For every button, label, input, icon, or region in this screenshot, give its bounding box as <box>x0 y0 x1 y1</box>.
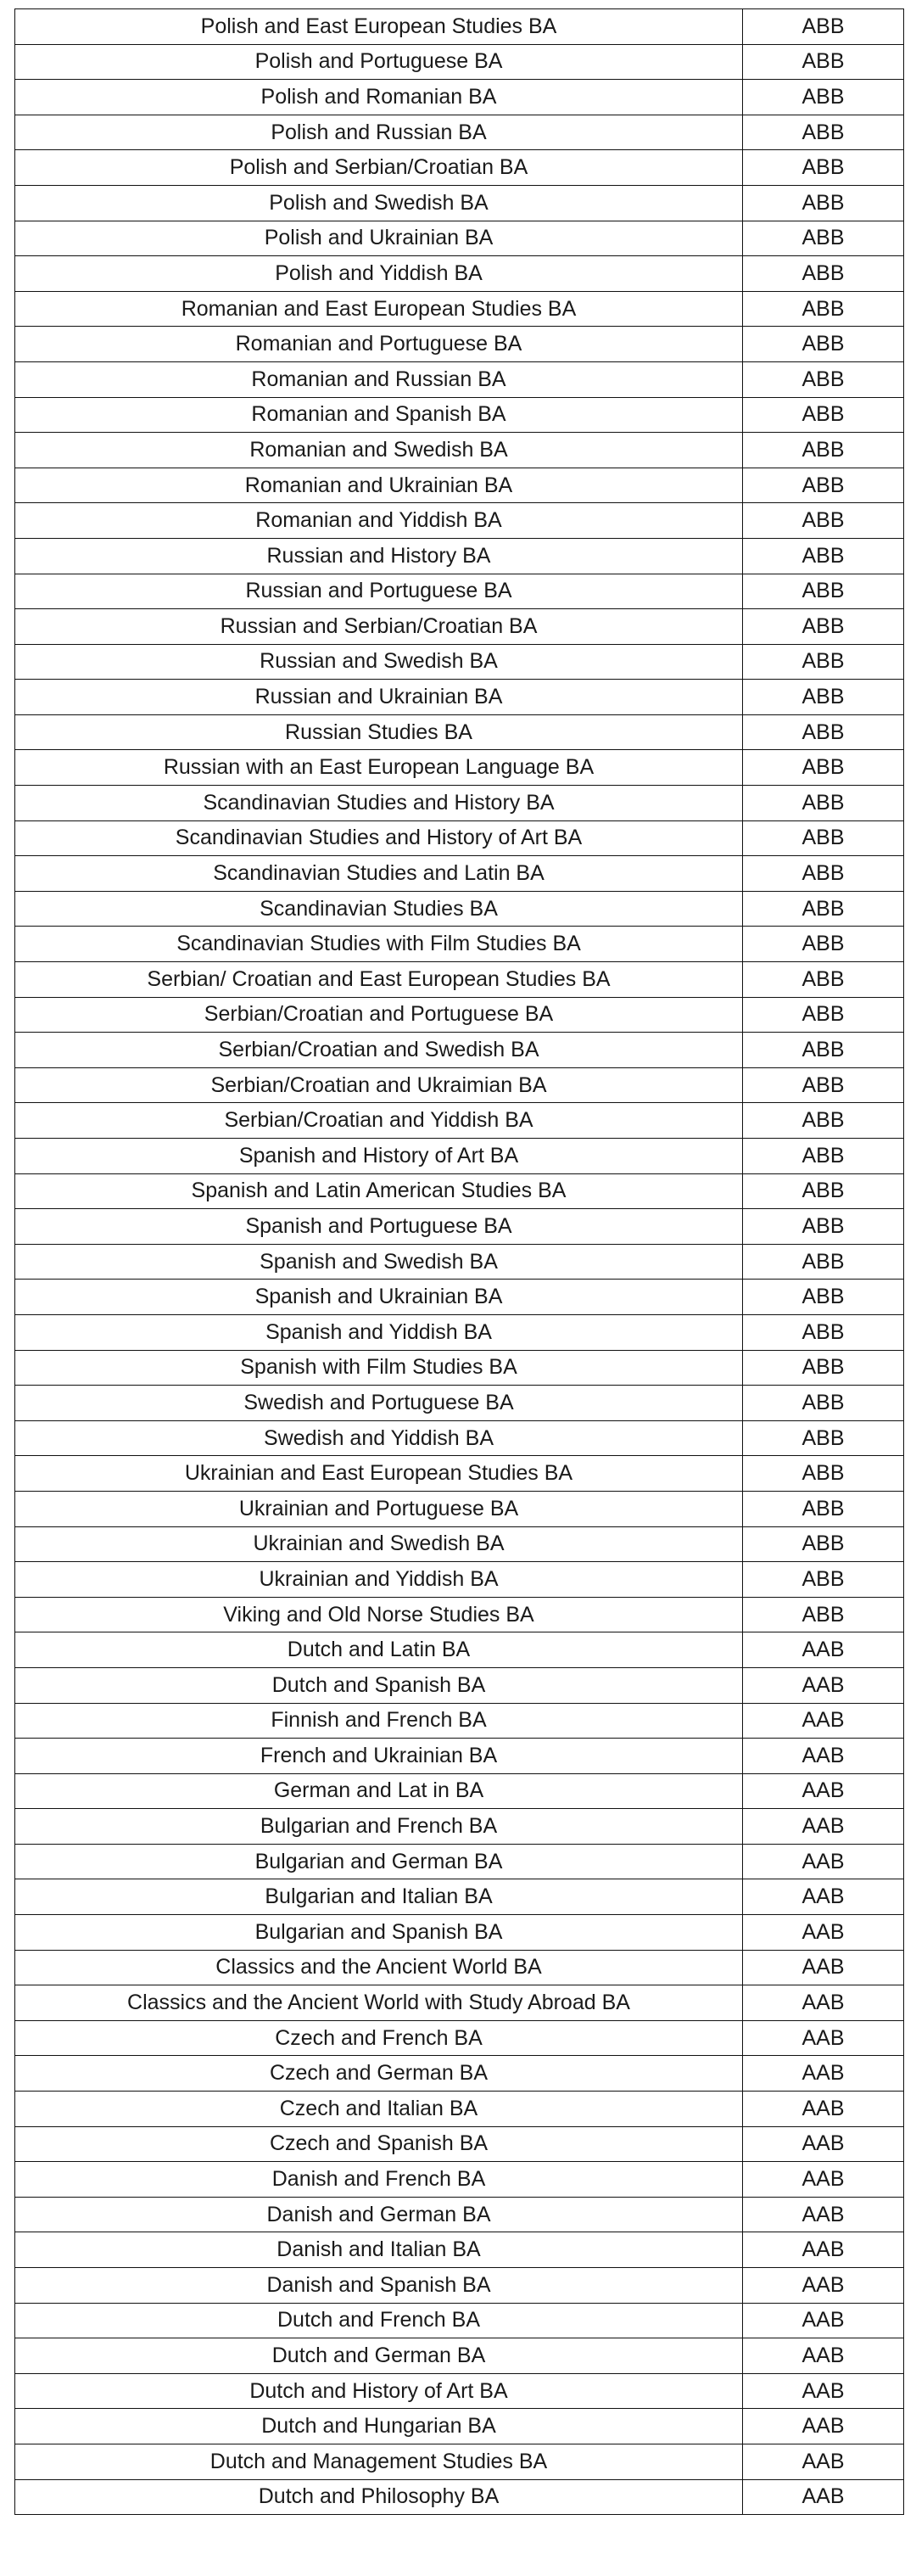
grade-requirement-cell: ABB <box>743 433 904 468</box>
table-row <box>15 1632 904 1668</box>
course-name-cell: Dutch and Spanish BA <box>15 1667 743 1703</box>
course-name-cell: Ukrainian and East European Studies BA <box>15 1456 743 1492</box>
table-row <box>15 2197 904 2232</box>
table-row <box>15 115 904 150</box>
table-row <box>15 256 904 292</box>
course-name-cell: Polish and Serbian/Croatian BA <box>15 150 743 186</box>
grade-requirement-cell: AAB <box>743 2338 904 2374</box>
course-name-cell: Classics and the Ancient World with Study Abroad BA <box>15 1985 743 2021</box>
course-name-cell: Scandinavian Studies and History of Art BA <box>15 820 743 856</box>
table-row <box>15 2409 904 2444</box>
course-name-cell: Serbian/Croatian and Ukraimian BA <box>15 1067 743 1103</box>
table-row <box>15 1139 904 1174</box>
grade-requirement-cell: ABB <box>743 644 904 680</box>
table-row <box>15 1244 904 1280</box>
course-name-cell: Russian Studies BA <box>15 714 743 750</box>
course-name-cell: Spanish and Portuguese BA <box>15 1209 743 1245</box>
grade-requirement-cell: ABB <box>743 327 904 362</box>
grade-requirement-cell: AAB <box>743 1667 904 1703</box>
table-row <box>15 1350 904 1386</box>
course-name-cell: Ukrainian and Yiddish BA <box>15 1562 743 1598</box>
table-row <box>15 680 904 715</box>
table-row <box>15 786 904 821</box>
course-name-cell: Danish and German BA <box>15 2197 743 2232</box>
grade-requirement-cell: AAB <box>743 1985 904 2021</box>
course-name-cell: Romanian and Russian BA <box>15 361 743 397</box>
grade-requirement-cell: AAB <box>743 2303 904 2338</box>
table-row <box>15 291 904 327</box>
table-row <box>15 2232 904 2268</box>
grade-requirement-cell: AAB <box>743 2020 904 2056</box>
table-row <box>15 644 904 680</box>
grade-requirement-cell: AAB <box>743 2126 904 2162</box>
table-row <box>15 538 904 574</box>
course-name-cell: Ukrainian and Portuguese BA <box>15 1491 743 1526</box>
table-row <box>15 2373 904 2409</box>
table-row <box>15 750 904 786</box>
course-name-cell: Polish and Swedish BA <box>15 185 743 221</box>
grade-requirement-cell: ABB <box>743 361 904 397</box>
course-name-cell: Serbian/Croatian and Yiddish BA <box>15 1103 743 1139</box>
course-name-cell: Bulgarian and Italian BA <box>15 1879 743 1915</box>
grade-requirement-cell: AAB <box>743 1773 904 1809</box>
grade-requirement-cell: ABB <box>743 786 904 821</box>
table-row <box>15 1703 904 1739</box>
course-name-cell: Romanian and Spanish BA <box>15 397 743 433</box>
course-name-cell: Danish and French BA <box>15 2162 743 2198</box>
course-name-cell: Spanish and Ukrainian BA <box>15 1280 743 1315</box>
grade-requirement-cell: ABB <box>743 1350 904 1386</box>
grade-requirement-cell: ABB <box>743 221 904 256</box>
grade-requirement-cell: ABB <box>743 680 904 715</box>
grade-requirement-cell: ABB <box>743 820 904 856</box>
table-row <box>15 927 904 962</box>
grade-requirement-cell: ABB <box>743 1173 904 1209</box>
grade-requirement-cell: ABB <box>743 115 904 150</box>
course-name-cell: Swedish and Portuguese BA <box>15 1386 743 1421</box>
grade-requirement-cell: ABB <box>743 1033 904 1068</box>
grade-requirement-cell: ABB <box>743 962 904 998</box>
grade-requirement-cell: AAB <box>743 2056 904 2092</box>
course-name-cell: Polish and Portuguese BA <box>15 44 743 80</box>
course-name-cell: Romanian and East European Studies BA <box>15 291 743 327</box>
course-name-cell: Danish and Spanish BA <box>15 2268 743 2304</box>
course-name-cell: Serbian/Croatian and Portuguese BA <box>15 997 743 1033</box>
course-name-cell: Dutch and Management Studies BA <box>15 2444 743 2479</box>
table-row <box>15 1950 904 1985</box>
course-name-cell: Serbian/Croatian and Swedish BA <box>15 1033 743 1068</box>
grade-requirement-cell: AAB <box>743 2268 904 2304</box>
course-name-cell: Spanish and Swedish BA <box>15 1244 743 1280</box>
table-row <box>15 714 904 750</box>
table-row <box>15 574 904 609</box>
grade-requirement-cell: AAB <box>743 2232 904 2268</box>
table-row <box>15 185 904 221</box>
grade-requirement-cell: ABB <box>743 714 904 750</box>
table-row <box>15 2479 904 2515</box>
table-row <box>15 1103 904 1139</box>
course-name-cell: Scandinavian Studies and Latin BA <box>15 856 743 892</box>
grade-requirement-cell: AAB <box>743 1950 904 1985</box>
grade-requirement-cell: AAB <box>743 2092 904 2127</box>
table-row <box>15 503 904 539</box>
course-name-cell: Russian and Swedish BA <box>15 644 743 680</box>
course-name-cell: Russian and Serbian/Croatian BA <box>15 609 743 645</box>
table-row <box>15 150 904 186</box>
table-row <box>15 1739 904 1774</box>
table-row <box>15 1386 904 1421</box>
table-row <box>15 1491 904 1526</box>
grade-requirement-cell: ABB <box>743 503 904 539</box>
table-row <box>15 221 904 256</box>
table-row <box>15 1773 904 1809</box>
course-name-cell: Viking and Old Norse Studies BA <box>15 1597 743 1632</box>
table-row <box>15 1985 904 2021</box>
table-row <box>15 44 904 80</box>
course-name-cell: French and Ukrainian BA <box>15 1739 743 1774</box>
course-name-cell: Scandinavian Studies with Film Studies BA <box>15 927 743 962</box>
grade-requirement-cell: AAB <box>743 2479 904 2515</box>
grade-requirement-cell: ABB <box>743 397 904 433</box>
course-name-cell: Spanish with Film Studies BA <box>15 1350 743 1386</box>
grade-requirement-cell: ABB <box>743 1103 904 1139</box>
course-name-cell: Finnish and French BA <box>15 1703 743 1739</box>
grade-requirement-cell: ABB <box>743 1314 904 1350</box>
grade-requirement-cell: ABB <box>743 291 904 327</box>
course-name-cell: Swedish and Yiddish BA <box>15 1420 743 1456</box>
grade-requirement-cell: ABB <box>743 538 904 574</box>
grade-requirement-cell: ABB <box>743 1280 904 1315</box>
course-name-cell: Romanian and Ukrainian BA <box>15 468 743 503</box>
table-row <box>15 2162 904 2198</box>
course-name-cell: Czech and Italian BA <box>15 2092 743 2127</box>
grade-requirement-cell: AAB <box>743 2373 904 2409</box>
table-row <box>15 2020 904 2056</box>
course-name-cell: Russian and History BA <box>15 538 743 574</box>
course-name-cell: Romanian and Swedish BA <box>15 433 743 468</box>
course-name-cell: Romanian and Portuguese BA <box>15 327 743 362</box>
grade-requirement-cell: AAB <box>743 1809 904 1845</box>
table-row <box>15 609 904 645</box>
table-row <box>15 1067 904 1103</box>
table-body <box>15 9 904 2515</box>
table-row <box>15 468 904 503</box>
course-name-cell: Polish and Russian BA <box>15 115 743 150</box>
table-row <box>15 1173 904 1209</box>
table-row <box>15 1209 904 1245</box>
table-row <box>15 962 904 998</box>
course-name-cell: Dutch and German BA <box>15 2338 743 2374</box>
table-row <box>15 1844 904 1879</box>
grade-requirement-cell: ABB <box>743 1562 904 1598</box>
grade-requirement-cell: ABB <box>743 574 904 609</box>
course-name-cell: Romanian and Yiddish BA <box>15 503 743 539</box>
table-row <box>15 2303 904 2338</box>
course-name-cell: German and Lat in BA <box>15 1773 743 1809</box>
table-row <box>15 1667 904 1703</box>
table-row <box>15 9 904 45</box>
course-name-cell: Dutch and Philosophy BA <box>15 2479 743 2515</box>
table-row <box>15 1420 904 1456</box>
grade-requirement-cell: ABB <box>743 1244 904 1280</box>
grade-requirement-cell: AAB <box>743 1844 904 1879</box>
course-name-cell: Czech and German BA <box>15 2056 743 2092</box>
grade-requirement-cell: ABB <box>743 468 904 503</box>
course-name-cell: Scandinavian Studies BA <box>15 891 743 927</box>
table-row <box>15 80 904 115</box>
grade-requirement-cell: AAB <box>743 2444 904 2479</box>
grade-requirement-cell: AAB <box>743 1703 904 1739</box>
grade-requirement-cell: ABB <box>743 750 904 786</box>
course-name-cell: Polish and Ukrainian BA <box>15 221 743 256</box>
table-row <box>15 1915 904 1951</box>
course-name-cell: Russian and Portuguese BA <box>15 574 743 609</box>
grade-requirement-cell: ABB <box>743 1456 904 1492</box>
course-table-container <box>14 8 903 2515</box>
table-row <box>15 1280 904 1315</box>
table-row <box>15 1526 904 1562</box>
course-name-cell: Danish and Italian BA <box>15 2232 743 2268</box>
grade-requirement-cell: ABB <box>743 44 904 80</box>
course-name-cell: Ukrainian and Swedish BA <box>15 1526 743 1562</box>
course-name-cell: Dutch and Latin BA <box>15 1632 743 1668</box>
grade-requirement-cell: ABB <box>743 256 904 292</box>
table-row <box>15 1314 904 1350</box>
table-row <box>15 1033 904 1068</box>
grade-requirement-cell: AAB <box>743 1739 904 1774</box>
grade-requirement-cell: AAB <box>743 1879 904 1915</box>
grade-requirement-cell: ABB <box>743 1139 904 1174</box>
grade-requirement-cell: AAB <box>743 1915 904 1951</box>
course-name-cell: Czech and French BA <box>15 2020 743 2056</box>
table-row <box>15 1809 904 1845</box>
grade-requirement-cell: ABB <box>743 150 904 186</box>
grade-requirement-cell: ABB <box>743 997 904 1033</box>
course-name-cell: Spanish and Latin American Studies BA <box>15 1173 743 1209</box>
course-name-cell: Dutch and Hungarian BA <box>15 2409 743 2444</box>
grade-requirement-cell: ABB <box>743 856 904 892</box>
course-name-cell: Spanish and Yiddish BA <box>15 1314 743 1350</box>
course-name-cell: Dutch and History of Art BA <box>15 2373 743 2409</box>
course-name-cell: Russian with an East European Language BA <box>15 750 743 786</box>
grade-requirement-cell: ABB <box>743 185 904 221</box>
table-row <box>15 1456 904 1492</box>
course-name-cell: Dutch and French BA <box>15 2303 743 2338</box>
table-row <box>15 891 904 927</box>
course-name-cell: Serbian/ Croatian and East European Studies BA <box>15 962 743 998</box>
grade-requirement-cell: ABB <box>743 927 904 962</box>
course-grade-table <box>14 8 904 2515</box>
grade-requirement-cell: ABB <box>743 1386 904 1421</box>
table-row <box>15 2444 904 2479</box>
grade-requirement-cell: ABB <box>743 80 904 115</box>
grade-requirement-cell: ABB <box>743 891 904 927</box>
table-row <box>15 2056 904 2092</box>
course-name-cell: Polish and Yiddish BA <box>15 256 743 292</box>
grade-requirement-cell: ABB <box>743 609 904 645</box>
table-row <box>15 997 904 1033</box>
table-row <box>15 2268 904 2304</box>
grade-requirement-cell: ABB <box>743 1067 904 1103</box>
table-row <box>15 361 904 397</box>
table-row <box>15 820 904 856</box>
grade-requirement-cell: AAB <box>743 2162 904 2198</box>
grade-requirement-cell: ABB <box>743 1597 904 1632</box>
grade-requirement-cell: ABB <box>743 1420 904 1456</box>
table-row <box>15 327 904 362</box>
table-row <box>15 2338 904 2374</box>
table-row <box>15 1597 904 1632</box>
table-row <box>15 433 904 468</box>
course-name-cell: Czech and Spanish BA <box>15 2126 743 2162</box>
course-name-cell: Classics and the Ancient World BA <box>15 1950 743 1985</box>
course-name-cell: Polish and Romanian BA <box>15 80 743 115</box>
grade-requirement-cell: AAB <box>743 2409 904 2444</box>
table-row <box>15 1879 904 1915</box>
table-row <box>15 2092 904 2127</box>
grade-requirement-cell: AAB <box>743 1632 904 1668</box>
table-row <box>15 856 904 892</box>
course-name-cell: Polish and East European Studies BA <box>15 9 743 45</box>
grade-requirement-cell: ABB <box>743 1209 904 1245</box>
grade-requirement-cell: ABB <box>743 1491 904 1526</box>
grade-requirement-cell: ABB <box>743 9 904 45</box>
grade-requirement-cell: ABB <box>743 1526 904 1562</box>
course-name-cell: Bulgarian and German BA <box>15 1844 743 1879</box>
table-row <box>15 1562 904 1598</box>
course-name-cell: Scandinavian Studies and History BA <box>15 786 743 821</box>
table-row <box>15 2126 904 2162</box>
course-name-cell: Bulgarian and French BA <box>15 1809 743 1845</box>
course-name-cell: Russian and Ukrainian BA <box>15 680 743 715</box>
table-row <box>15 397 904 433</box>
course-name-cell: Bulgarian and Spanish BA <box>15 1915 743 1951</box>
course-name-cell: Spanish and History of Art BA <box>15 1139 743 1174</box>
grade-requirement-cell: AAB <box>743 2197 904 2232</box>
